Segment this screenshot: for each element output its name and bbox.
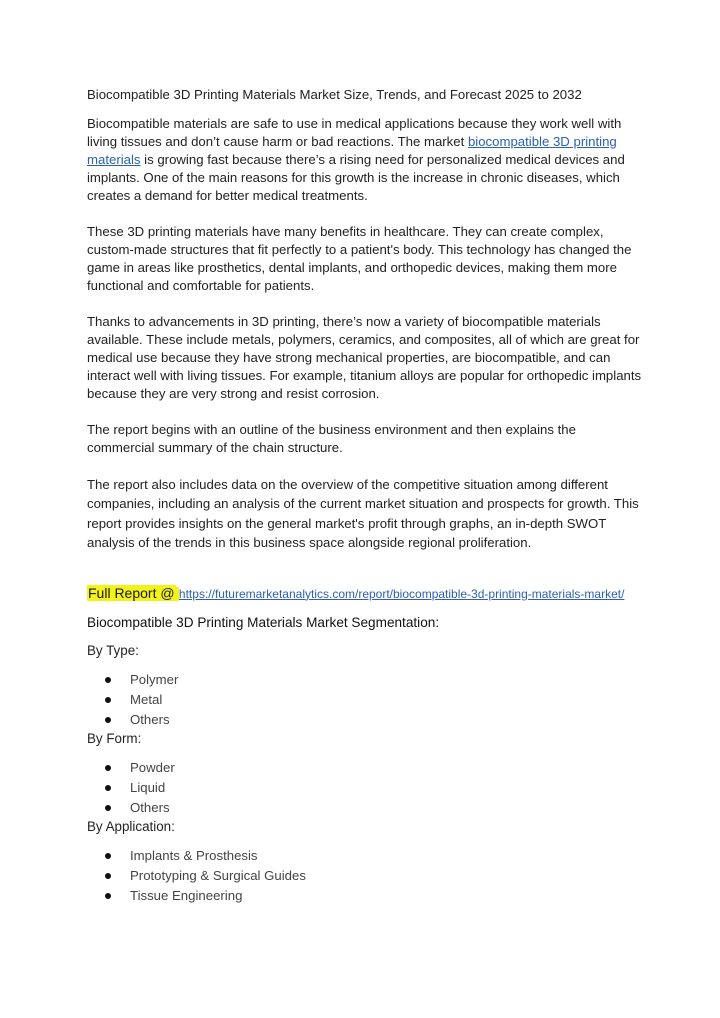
bullet-icon (105, 893, 111, 899)
list-item-label: Liquid (130, 779, 166, 795)
bullet-icon (105, 805, 111, 811)
intro-text-before: Biocompatible materials are safe to use in medical applications because they work well with living tissues and don’t cause harm or bad reactions. The market (87, 116, 622, 149)
segment-group-title: By Application: (87, 818, 175, 834)
advancements-paragraph: Thanks to advancements in 3D printing, there’s now a variety of biocompatible materials available. These include metals, polymers, ceramics, and composites, all of which are great for medical use because they have strong mechanical properties, are biocompatible, and can interact well with living tissues. For example, titanium alloys are popular for orthopedic implants because they are very strong and resist corrosion. (87, 314, 642, 401)
full-report-line (87, 584, 647, 603)
document-title: Biocompatible 3D Printing Materials Market Size, Trends, and Forecast 2025 to 2032 (87, 87, 582, 102)
bullet-icon (105, 785, 111, 791)
segment-list (87, 758, 647, 818)
benefits-paragraph: These 3D printing materials have many benefits in healthcare. They can create complex, custom-made structures that fit perfectly to a patient's body. This technology has changed the game in areas like prosthetics, dental implants, and orthopedic devices, making them more functional and comfortable for patients. (87, 224, 632, 293)
segment-group-type (87, 642, 647, 730)
list-item (87, 846, 647, 866)
list-item-label: Metal (130, 691, 163, 707)
list-item-label: Polymer (130, 671, 179, 687)
segmentation-title: Biocompatible 3D Printing Materials Market Segmentation: (87, 614, 440, 630)
list-item (87, 758, 647, 778)
list-item (87, 690, 647, 710)
full-report-label: Full Report @ (88, 584, 175, 601)
list-item (87, 866, 647, 886)
bullet-icon (105, 873, 111, 879)
list-item (87, 886, 647, 906)
intro-paragraph (87, 115, 647, 205)
list-item (87, 778, 647, 798)
list-item (87, 710, 647, 730)
report-overview-paragraph: The report also includes data on the overview of the competitive situation among different companies, including an analysis of the current market situation and prospects for growth. This report provides insights on the general market's profit through graphs, an in-depth SWOT analysis of the trends in this business space alongside regional proliferation. (87, 477, 639, 551)
list-item-label: Tissue Engineering (130, 887, 243, 903)
list-item (87, 798, 647, 818)
bullet-icon (105, 853, 111, 859)
list-item-label: Implants & Prosthesis (130, 847, 258, 863)
list-item-label: Powder (130, 759, 175, 775)
report-outline-paragraph: The report begins with an outline of the business environment and then explains the commercial summary of the chain structure. (87, 422, 576, 455)
bullet-icon (105, 677, 111, 683)
segment-group-form (87, 730, 647, 818)
bullet-icon (105, 697, 111, 703)
segment-list (87, 670, 647, 730)
list-item-label: Prototyping & Surgical Guides (130, 867, 306, 883)
list-item (87, 670, 647, 690)
segment-group-title: By Form: (87, 730, 142, 746)
bullet-icon (105, 717, 111, 723)
segment-group-application (87, 818, 647, 906)
biocompatible-materials-link[interactable]: biocompatible 3D printing materials (87, 134, 617, 167)
list-item-label: Others (130, 711, 170, 727)
full-report-link[interactable]: https://futuremarketanalytics.com/report/biocompatible-3d-printing-materials-market/ (178, 586, 625, 601)
bullet-icon (105, 765, 111, 771)
document-page (87, 86, 647, 906)
list-item-label: Others (130, 799, 170, 815)
intro-text-after: is growing fast because there’s a rising need for personalized medical devices and implants. One of the main reasons for this growth is the increase in chronic diseases, which creates a demand for better medical treatments. (87, 152, 625, 203)
segment-list (87, 846, 647, 906)
segment-group-title: By Type: (87, 642, 139, 658)
